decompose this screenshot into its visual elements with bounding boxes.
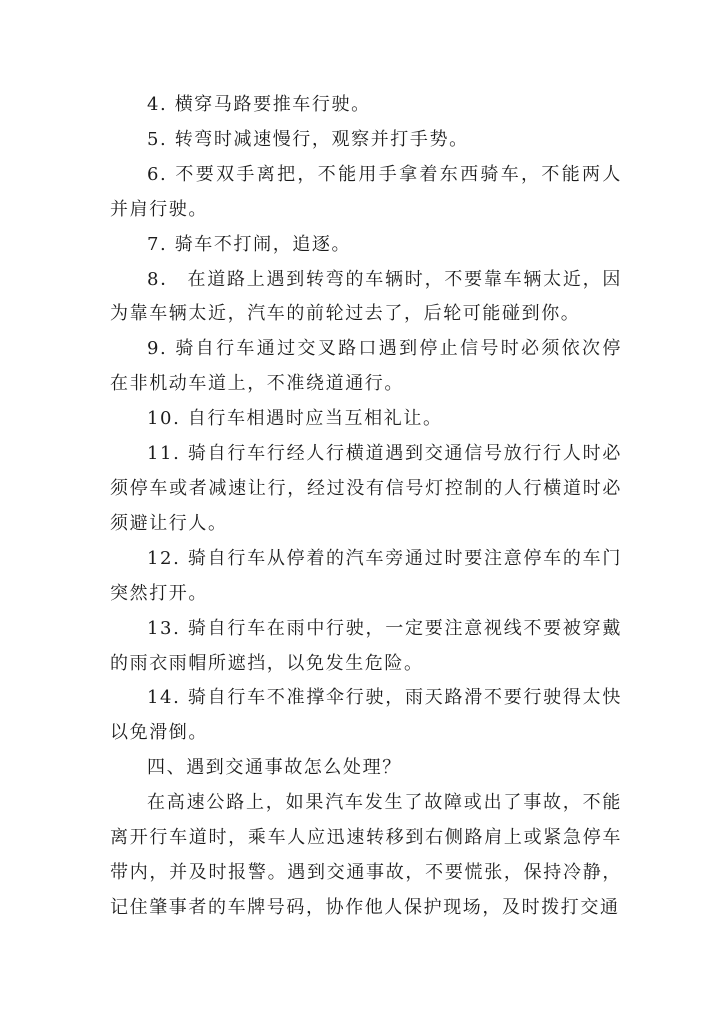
paragraph-rule-8: 8． 在道路上遇到转弯的车辆时，不要靠车辆太近，因为靠车辆太近，汽车的前轮过去了，后轮可能碰到你。 — [110, 268, 622, 325]
paragraph-rule-12: 12. 骑自行车从停着的汽车旁通过时要注意停车的车门突然打开。 — [110, 547, 622, 604]
paragraph-rule-5: 5. 转弯时减速慢行，观察并打手势。 — [147, 128, 469, 150]
paragraph-rule-13: 13. 骑自行车在雨中行驶，一定要注意视线不要被穿戴的雨衣雨帽所遮挡，以免发生危险。 — [110, 617, 622, 674]
paragraph-accident-handling: 在高速公路上，如果汽车发生了故障或出了事故，不能离开行车道时，乘车人应迅速转移到右侧路肩上或紧急停车带内，并及时报警。遇到交通事故，不要慌张，保持冷静，记住肇事者的车牌号码，协作他人保护现场，及时拨打交通 — [110, 792, 622, 918]
paragraph-rule-14: 14. 骑自行车不准撑伞行驶，雨天路滑不要行驶得太快以免滑倒。 — [110, 687, 622, 744]
paragraph-rule-11: 11. 骑自行车行经人行横道遇到交通信号放行行人时必须停车或者减速让行，经过没有信号灯控制的人行横道时必须避让行人。 — [110, 443, 622, 534]
paragraph-rule-4: 4. 横穿马路要推车行驶。 — [147, 94, 371, 115]
paragraph-rule-7: 7. 骑车不打闹，追逐。 — [147, 233, 352, 255]
paragraph-rule-6: 6. 不要双手离把，不能用手拿着东西骑车，不能两人并肩行驶。 — [110, 163, 622, 220]
paragraph-rule-9: 9. 骑自行车通过交叉路口遇到停止信号时必须依次停在非机动车道上，不准绕道通行。 — [110, 338, 622, 395]
section-heading: 四、遇到交通事故怎么处理？ — [147, 757, 402, 779]
document-body — [110, 88, 622, 926]
paragraph-rule-10: 10. 自行车相遇时应当互相礼让。 — [147, 408, 443, 430]
